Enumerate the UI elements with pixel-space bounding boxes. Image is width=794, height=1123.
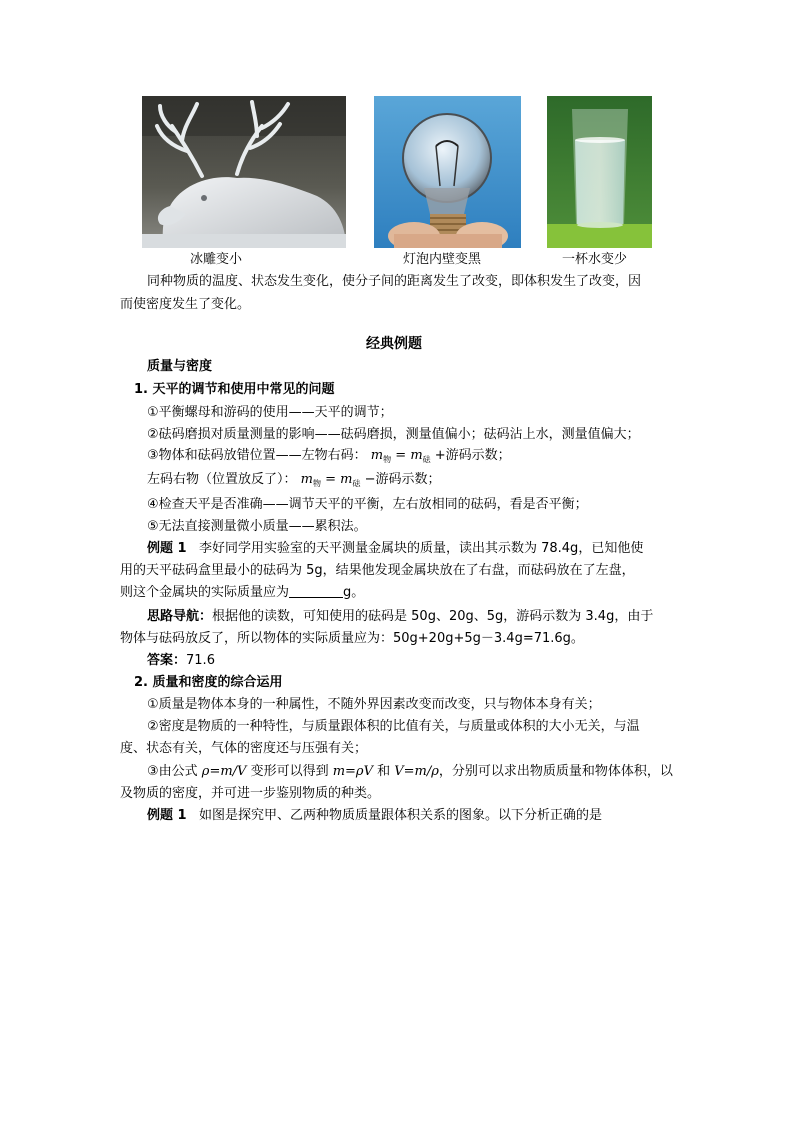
light-bulb-icon (374, 96, 521, 248)
formula-mass: m=ρV (332, 764, 373, 779)
item4-text: 左码右物（位置放反了）： (147, 472, 297, 487)
formula2-m-weight: $m_砝$ (340, 472, 361, 488)
answer-blank (289, 585, 343, 598)
example1-line-2: 用的天平砝码盒里最小的砝码为 5g，结果他发现金属块放在了右盘，而砝码放在了左盘， (120, 563, 635, 578)
ice-sculpture-deer-icon (142, 96, 346, 248)
topic1-item-1: ①平衡螺母和游码的使用——天平的调节； (147, 405, 393, 420)
idea-label: 思路导航： (147, 609, 213, 624)
formula2-m-obj: $m_物$ (300, 472, 321, 488)
formula-equals: = (395, 448, 407, 463)
example1-label: 例题 1 (147, 541, 187, 556)
formula-minus-youma: −游码示数； (364, 472, 441, 487)
topic2-item-2-line-1: ②密度是物质的一种特性，与质量跟体积的比值有关，与质量或体积的大小无关，与温 (147, 719, 640, 734)
formula-plus-youma: +游码示数； (434, 448, 511, 463)
topic2-heading: 2. 质量和密度的综合运用 (134, 675, 283, 690)
section-title: 经典例题 (366, 336, 422, 352)
ice-sculpture-deer-photo (142, 96, 346, 248)
formula-density: ρ=m/V (201, 764, 247, 779)
formula2-equals: = (325, 472, 337, 487)
glass-of-water-icon (547, 96, 652, 248)
figure-caption-ice: 冰雕变小 (190, 252, 243, 267)
example1-line-3: 则这个金属块的实际质量应为 g。 (120, 585, 365, 600)
example2-line: 例题 1 如图是探究甲、乙两种物质质量跟体积关系的图象。以下分析正确的是 (147, 808, 602, 823)
idea-line-2: 物体与砝码放反了，所以物体的实际质量应为：50g+20g+5g－3.4g=71.6g。 (120, 631, 584, 646)
glass-of-water-photo (547, 96, 652, 248)
topic1-item-5: ④检查天平是否准确——调节天平的平衡，左右放相同的砝码，看是否平衡； (147, 497, 588, 512)
formula-volume: V=m/ρ (394, 764, 439, 779)
topic1-heading: 1. 天平的调节和使用中常见的问题 (134, 382, 335, 397)
idea-line-1: 思路导航：根据他的读数，可知使用的砝码是 50g、20g、5g，游码示数为 3.4g，由于 (147, 609, 654, 624)
answer-label: 答案： (147, 653, 187, 668)
topic1-item-3 (147, 448, 511, 468)
topic1-item-4 (147, 472, 441, 492)
intro-line-2: 而使密度发生了变化。 (120, 297, 251, 312)
figure-caption-water: 一杯水变少 (562, 252, 628, 267)
topic2-item-1: ①质量是物体本身的一种属性，不随外界因素改变而改变，只与物体本身有关； (147, 697, 601, 712)
sub-title: 质量与密度 (147, 359, 213, 374)
answer-value: 71.6 (186, 653, 215, 668)
formula-m-weight: $m_砝$ (410, 448, 431, 464)
figure-caption-bulb: 灯泡内壁变黑 (403, 252, 482, 267)
item3-text: ③物体和砝码放错位置——左物右码： (147, 448, 367, 463)
topic2-item-3-line-2: 及物质的密度，并可进一步鉴别物质的种类。 (120, 786, 381, 801)
light-bulb-photo (374, 96, 521, 248)
example2-label: 例题 1 (147, 808, 187, 823)
formula-m-obj: $m_物$ (370, 448, 392, 464)
topic2-item-2-line-2: 度、状态有关，气体的密度还与压强有关； (120, 741, 368, 756)
topic1-item-2: ②砝码磨损对质量测量的影响——砝码磨损，测量值偏小；砝码沾上水，测量值偏大； (147, 427, 640, 442)
example1-line-1: 例题 1 李好同学用实验室的天平测量金属块的质量，读出其示数为 78.4g，已知他使 (147, 541, 644, 556)
answer-line (147, 653, 215, 669)
topic2-item-3-line-1: ③由公式 ρ=m/V 变形可以得到 m=ρV 和 V=m/ρ，分别可以求出物质质量和物体体积，以 (147, 764, 673, 779)
intro-line-1: 同种物质的温度、状态发生变化，使分子间的距离发生了改变，即体积发生了改变，因 (147, 274, 642, 289)
topic1-item-6: ⑤无法直接测量微小质量——累积法。 (147, 519, 367, 534)
